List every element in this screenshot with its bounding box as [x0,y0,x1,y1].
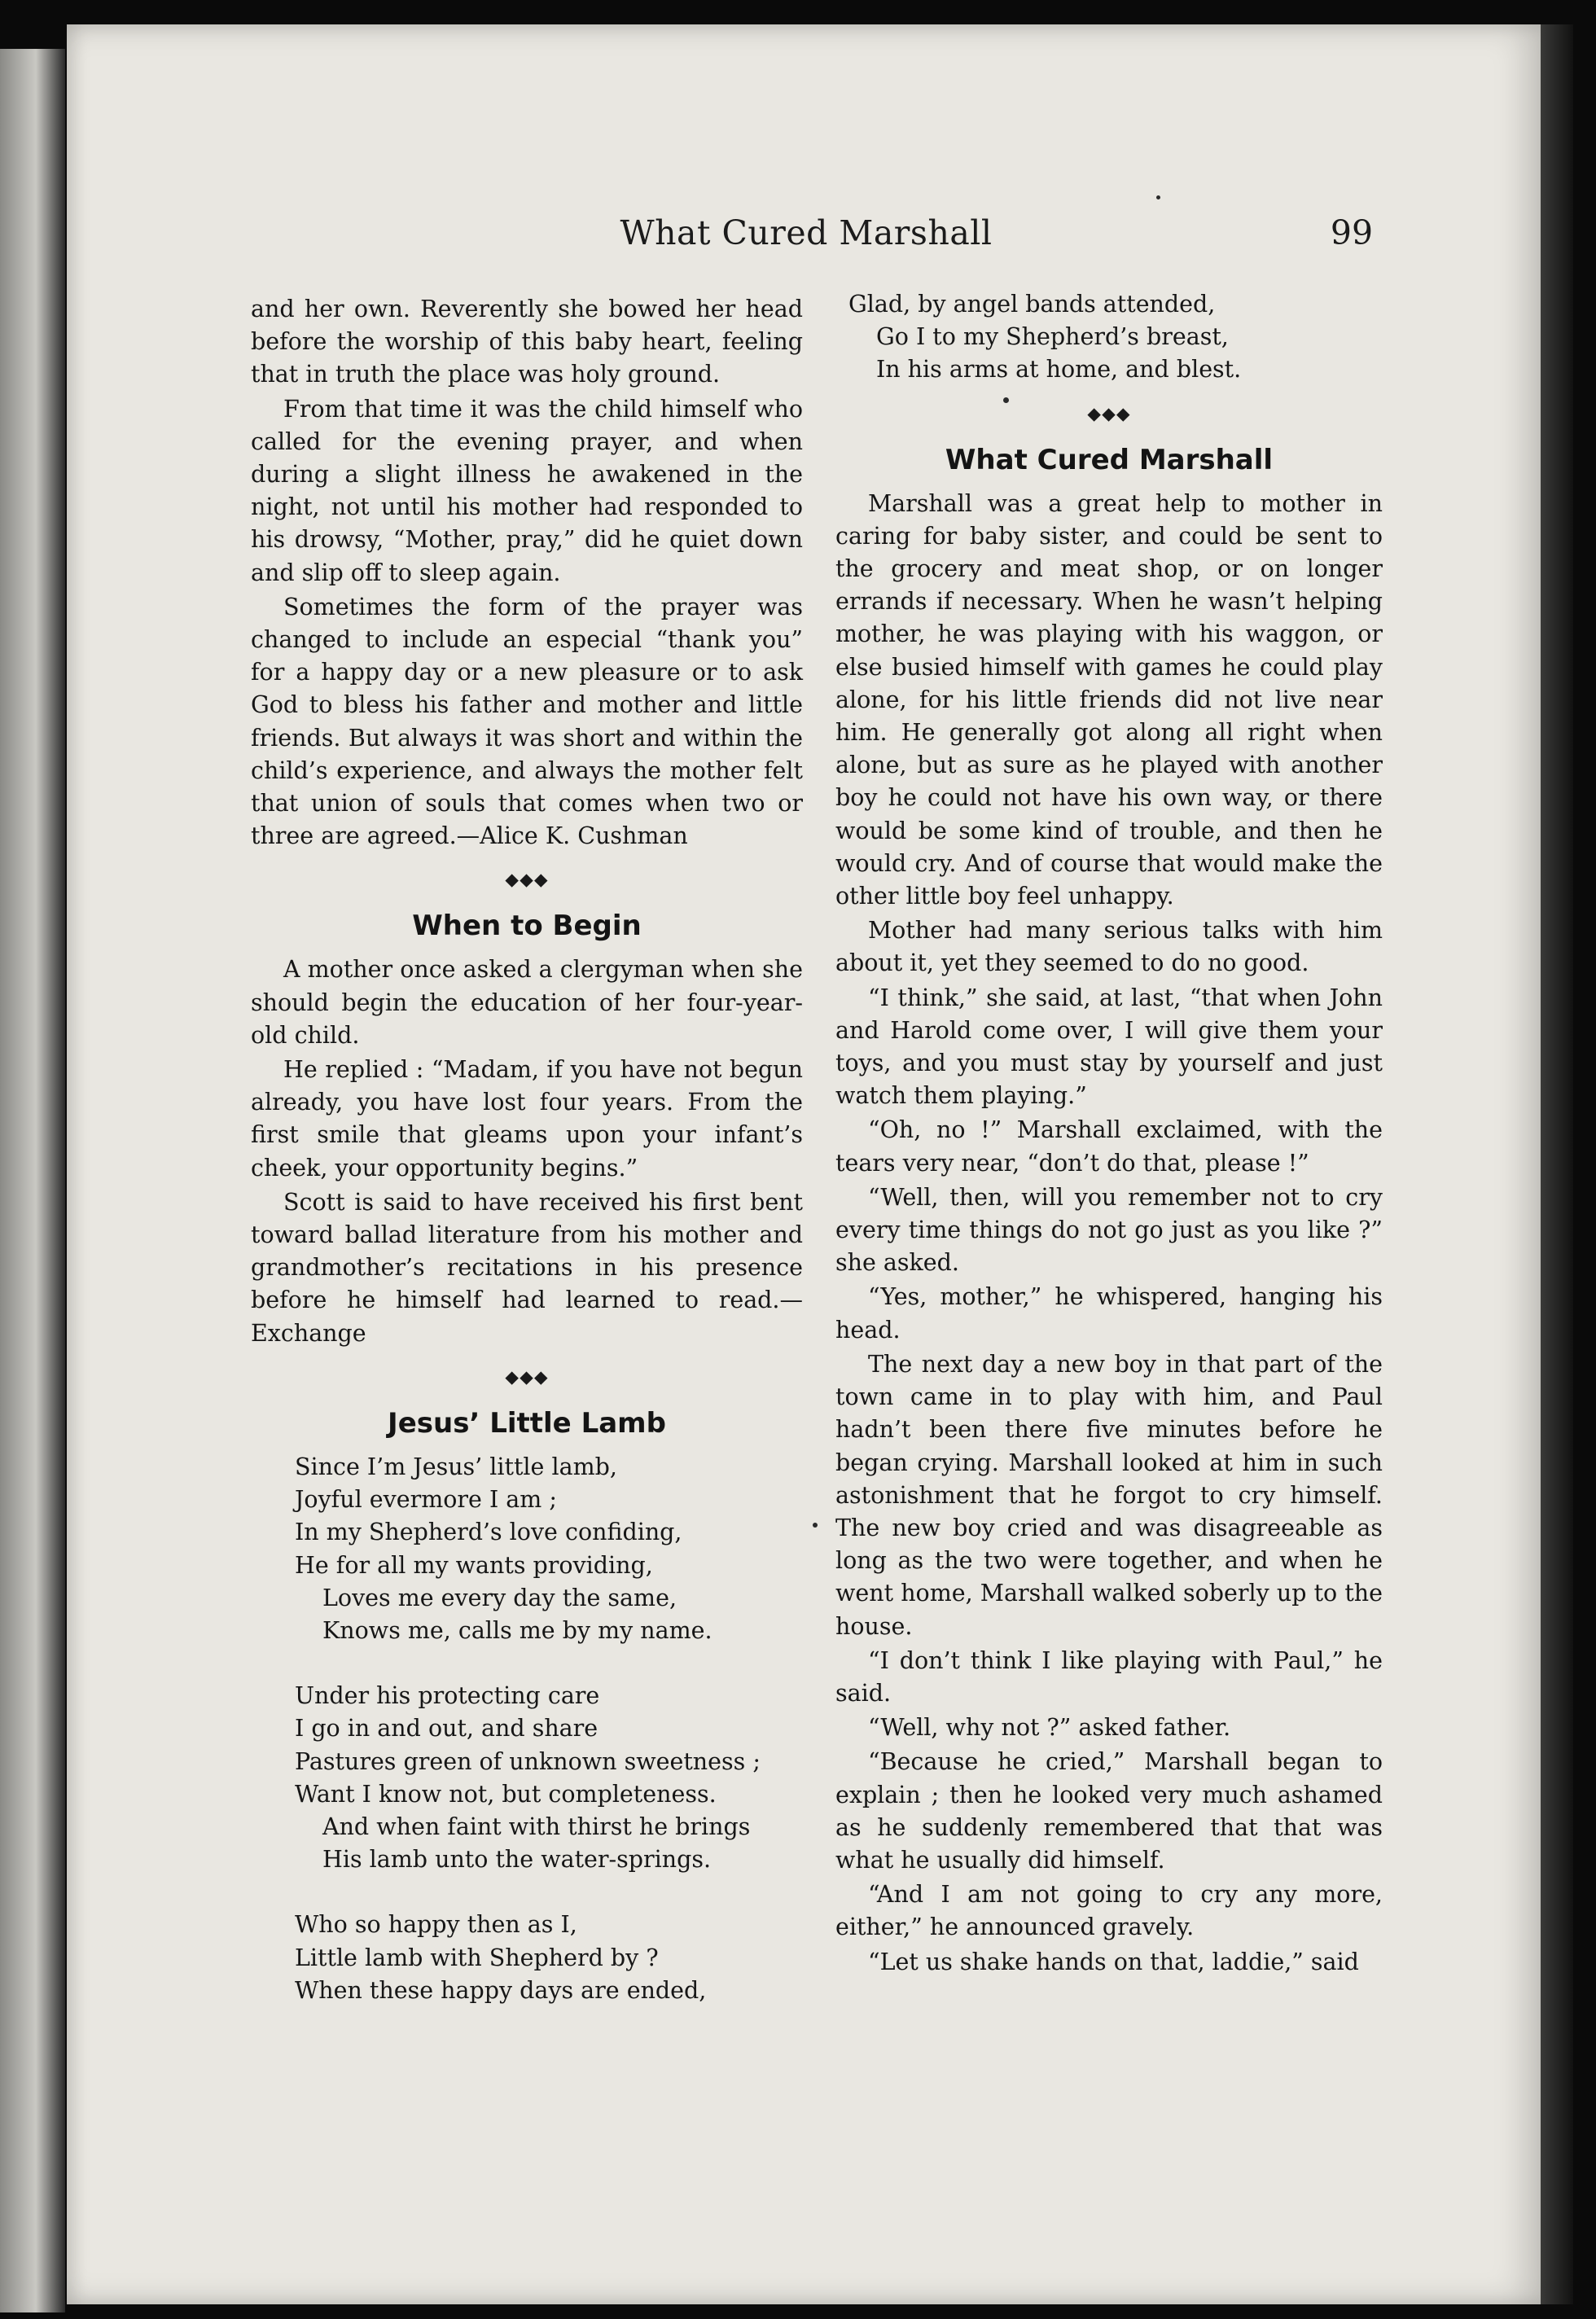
paragraph: Mother had many serious talks with him about it, yet they seemed to do no good. [835,917,1383,977]
paragraph: “I think,” she said, at last, “that when John and Harold come over, I will give them your toys, and you must stay by yourself and just watch them playing.” [835,984,1383,1110]
running-title: What Cured Marshall [620,213,993,252]
poem-line: When these happy days are ended, [295,1976,707,2004]
paragraph: From that time it was the child himself who called for the evening prayer, and when during a slight illness he awakened in the night, not until his mother had responded to his drowsy, “Mother, pray,” did he quiet down and slip off to sleep again. [251,395,803,586]
poem-line: Knows me, calls me by my name. [322,1616,712,1644]
poem-line: Glad, by angel bands attended, [848,291,1216,318]
poem-line: Want I know not, but completeness. [295,1780,717,1808]
paragraph: “I don’t think I like playing with Paul,” he said. [835,1646,1383,1707]
stanza-break [295,1647,803,1680]
right-column [835,288,1383,1980]
paragraph: “Well, then, will you remember not to cry every time things do not go just as you like ?” she asked. [835,1183,1383,1277]
poem-line: In his arms at home, and blest. [876,356,1242,384]
paragraph: Scott is said to have received his first bent toward ballad literature from his mother and grandmother’s recitations in his presence before he himself had learned to read.—Exchange [251,1188,803,1347]
paragraph: Marshall was a great help to mother in caring for baby sister, and could be sent to the grocery and meat shop, or on longer errands if necessary. When he wasn’t helping mother, he was playing with his waggon, or else busied himself with games he could play alone, for his little friends did not live near him. He generally got along all right when alone, but as sure as he played with another boy he could not have his own way, or there would be some kind of trouble, and then he would cry. And of course that would make the other little boy feel unhappy. [835,489,1383,910]
article-heading-what-cured-marshall: What Cured Marshall [945,443,1274,476]
poem-continuation [835,288,1383,387]
poem-line: Joyful evermore I am ; [295,1486,557,1514]
poem-line: Little lamb with Shepherd by ? [295,1944,659,1971]
poem-line: He for all my wants providing, [295,1551,653,1579]
section-ornament: ⬥⬥⬥ [1087,401,1131,425]
page-right-edge-shadow [1541,24,1573,2304]
paragraph: “Because he cried,” Marshall began to explain ; then he looked very much ashamed as he suddenly remembered that that was what he usually did himself. [835,1748,1383,1874]
poem-line: Who so happy then as I, [295,1911,577,1939]
paragraph: Sometimes the form of the prayer was changed to include an especial “thank you” for a happy day or a new pleasure or to ask God to bless his father and mother and little friends. But always it was short and within the child’s experience, and always the mother felt that union of souls that comes when two or three are agreed.—Alice K. Cushman [251,593,803,850]
poem-line: Under his protecting care [295,1682,600,1710]
poem-line: And when faint with thirst he brings [322,1813,751,1840]
paragraph: “Let us shake hands on that, laddie,” said [868,1948,1359,1975]
poem-line: In my Shepherd’s love confiding, [295,1519,682,1546]
poem-line: Go I to my Shepherd’s breast, [876,323,1229,351]
scan-speck [813,1523,818,1528]
paragraph: The next day a new boy in that part of the town came in to play with him, and Paul hadn’t been there five minutes before he began crying. Marshall looked at him in such astonishment that he forgot to cry himself. The new boy cried and was disagreeable as long as the two were together, and when he went home, Marshall walked soberly up to the house. [835,1350,1383,1640]
left-column [251,293,803,2007]
poem-line: His lamb unto the water-springs. [322,1846,712,1874]
article-heading-jesus-little-lamb: Jesus’ Little Lamb [388,1406,666,1440]
poem-line: Pastures green of unknown sweetness ; [295,1747,761,1775]
scan-speck [1156,195,1160,199]
facing-page-edge [0,49,65,2312]
paragraph: “Oh, no !” Marshall exclaimed, with the tears very near, “don’t do that, please !” [835,1116,1383,1177]
stanza-break [295,1876,803,1909]
article-heading-when-to-begin: When to Begin [412,910,642,943]
paragraph: “And I am not going to cry any more, either,” he announced gravely. [835,1881,1383,1941]
poem-line: I go in and out, and share [295,1715,598,1743]
section-ornament: ⬥⬥⬥ [505,868,549,892]
paragraph: and her own. Reverently she bowed her head before the worship of this baby heart, feeling that in truth the place was holy ground. [251,296,803,388]
paragraph: He replied : “Madam, if you have not begun already, you have lost four years. From the first smile that gleams upon your infant’s cheek, your opportunity begins.” [251,1056,803,1181]
scan-speck [1003,397,1009,403]
paragraph: A mother once asked a clergyman when she should begin the education of her four-year-old child. [251,956,803,1049]
poem-line: Since I’m Jesus’ little lamb, [295,1453,617,1480]
paragraph: “Well, why not ?” asked father. [868,1714,1231,1742]
paragraph: “Yes, mother,” he whispered, hanging his head. [835,1283,1383,1344]
page-number: 99 [1330,213,1374,252]
section-ornament: ⬥⬥⬥ [505,1365,549,1388]
poem-line: Loves me every day the same, [322,1584,677,1611]
poem [251,1451,803,2007]
